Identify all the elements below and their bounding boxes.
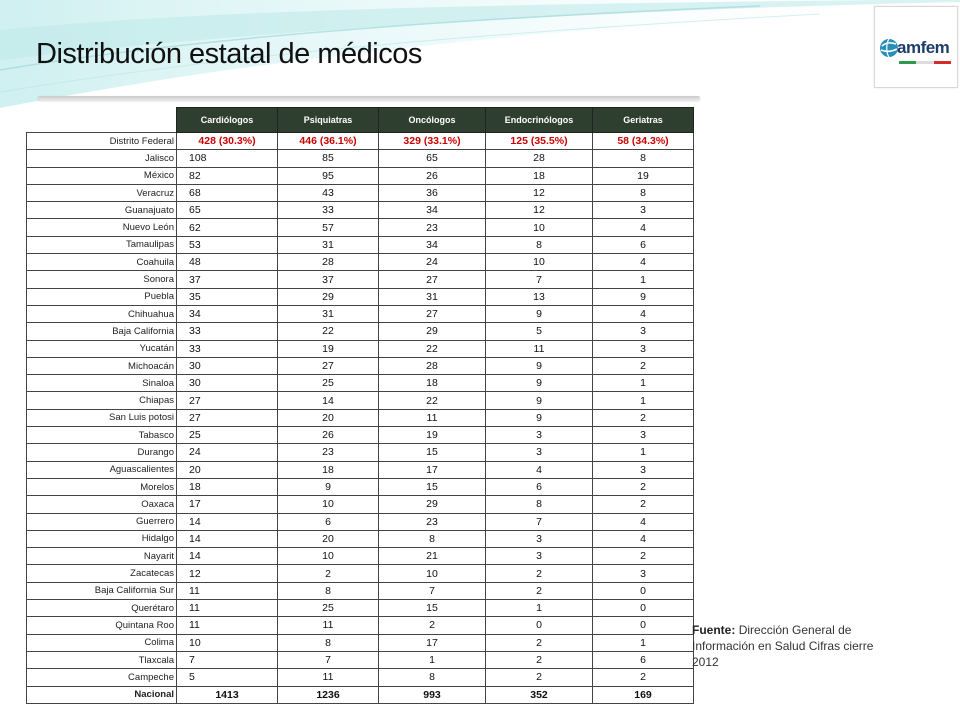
value-cell: 2	[486, 582, 593, 599]
value-cell: 28	[486, 150, 593, 167]
table-row	[27, 686, 694, 703]
value-cell: 31	[379, 288, 486, 305]
value-cell: 3	[486, 444, 593, 461]
value-cell: 3	[593, 427, 694, 444]
table-row	[27, 496, 694, 513]
header-blank-cell	[27, 108, 177, 133]
value-cell: 20	[278, 530, 379, 547]
value-cell: 58 (34.3%)	[593, 133, 694, 150]
state-name-cell: Chihuahua	[27, 305, 177, 322]
table-row	[27, 634, 694, 651]
value-cell: 8	[278, 634, 379, 651]
physicians-table	[26, 107, 694, 704]
value-cell: 3	[593, 340, 694, 357]
value-cell: 6	[486, 478, 593, 495]
state-name-cell: Nacional	[27, 686, 177, 703]
state-name-cell: Tabasco	[27, 427, 177, 444]
state-name-cell: Yucatán	[27, 340, 177, 357]
value-cell: 18	[486, 167, 593, 184]
page-title: Distribución estatal de médicos	[36, 38, 422, 70]
header-geriatras: Geriatras	[593, 108, 694, 133]
value-cell: 28	[278, 254, 379, 271]
value-cell: 53	[177, 236, 278, 253]
value-cell: 68	[177, 184, 278, 201]
header-oncologos: Oncólogos	[379, 108, 486, 133]
state-name-cell: Colima	[27, 634, 177, 651]
state-name-cell: Michoacán	[27, 357, 177, 374]
value-cell: 11	[177, 600, 278, 617]
value-cell: 8	[278, 582, 379, 599]
value-cell: 10	[278, 548, 379, 565]
value-cell: 37	[177, 271, 278, 288]
value-cell: 125 (35.5%)	[486, 133, 593, 150]
value-cell: 7	[379, 582, 486, 599]
value-cell: 1	[593, 375, 694, 392]
value-cell: 21	[379, 548, 486, 565]
table-header-row	[27, 108, 694, 133]
value-cell: 4	[593, 530, 694, 547]
value-cell: 7	[486, 513, 593, 530]
value-cell: 428 (30.3%)	[177, 133, 278, 150]
state-name-cell: Morelos	[27, 478, 177, 495]
table-row	[27, 288, 694, 305]
state-name-cell: Quintana Roo	[27, 617, 177, 634]
state-name-cell: Coahuila	[27, 254, 177, 271]
table-row	[27, 582, 694, 599]
value-cell: 31	[278, 236, 379, 253]
value-cell: 26	[379, 167, 486, 184]
table-row	[27, 669, 694, 686]
table-row	[27, 357, 694, 374]
amfem-logo	[874, 6, 958, 88]
value-cell: 17	[379, 461, 486, 478]
value-cell: 31	[278, 305, 379, 322]
state-name-cell: Baja California	[27, 323, 177, 340]
state-name-cell: Puebla	[27, 288, 177, 305]
state-name-cell: Nuevo León	[27, 219, 177, 236]
value-cell: 82	[177, 167, 278, 184]
value-cell: 8	[379, 669, 486, 686]
value-cell: 8	[593, 184, 694, 201]
value-cell: 7	[177, 651, 278, 668]
value-cell: 29	[379, 323, 486, 340]
value-cell: 2	[486, 651, 593, 668]
state-name-cell: Sonora	[27, 271, 177, 288]
value-cell: 8	[593, 150, 694, 167]
value-cell: 9	[486, 375, 593, 392]
value-cell: 1	[593, 392, 694, 409]
value-cell: 6	[278, 513, 379, 530]
state-name-cell: Chiapas	[27, 392, 177, 409]
value-cell: 25	[177, 427, 278, 444]
value-cell: 33	[278, 202, 379, 219]
logo-color-bars	[899, 61, 951, 64]
state-name-cell: Durango	[27, 444, 177, 461]
value-cell: 11	[486, 340, 593, 357]
value-cell: 23	[379, 219, 486, 236]
value-cell: 48	[177, 254, 278, 271]
state-name-cell: Tlaxcala	[27, 651, 177, 668]
value-cell: 8	[379, 530, 486, 547]
table-row	[27, 409, 694, 426]
value-cell: 1	[486, 600, 593, 617]
table-row	[27, 651, 694, 668]
value-cell: 3	[486, 427, 593, 444]
value-cell: 4	[593, 513, 694, 530]
table-row	[27, 219, 694, 236]
value-cell: 5	[177, 669, 278, 686]
value-cell: 26	[278, 427, 379, 444]
value-cell: 34	[379, 236, 486, 253]
table-row	[27, 530, 694, 547]
table-row	[27, 150, 694, 167]
value-cell: 4	[486, 461, 593, 478]
value-cell: 23	[379, 513, 486, 530]
state-name-cell: Hidalgo	[27, 530, 177, 547]
value-cell: 18	[278, 461, 379, 478]
value-cell: 14	[177, 530, 278, 547]
value-cell: 12	[177, 565, 278, 582]
table-row	[27, 167, 694, 184]
value-cell: 27	[379, 271, 486, 288]
value-cell: 10	[278, 496, 379, 513]
header-cardiologos: Cardiólogos	[177, 108, 278, 133]
value-cell: 27	[278, 357, 379, 374]
value-cell: 3	[486, 530, 593, 547]
source-label: Fuente:	[692, 623, 736, 637]
value-cell: 10	[177, 634, 278, 651]
value-cell: 29	[379, 496, 486, 513]
value-cell: 9	[486, 392, 593, 409]
value-cell: 0	[593, 600, 694, 617]
value-cell: 22	[278, 323, 379, 340]
value-cell: 6	[593, 236, 694, 253]
value-cell: 19	[278, 340, 379, 357]
value-cell: 36	[379, 184, 486, 201]
value-cell: 11	[278, 617, 379, 634]
value-cell: 0	[486, 617, 593, 634]
value-cell: 33	[177, 340, 278, 357]
value-cell: 24	[379, 254, 486, 271]
table-row	[27, 236, 694, 253]
value-cell: 446 (36.1%)	[278, 133, 379, 150]
value-cell: 20	[278, 409, 379, 426]
table-row	[27, 427, 694, 444]
value-cell: 15	[379, 444, 486, 461]
value-cell: 10	[379, 565, 486, 582]
value-cell: 65	[177, 202, 278, 219]
value-cell: 18	[177, 478, 278, 495]
value-cell: 43	[278, 184, 379, 201]
value-cell: 33	[177, 323, 278, 340]
value-cell: 2	[593, 548, 694, 565]
value-cell: 0	[593, 582, 694, 599]
title-underline	[38, 96, 700, 100]
value-cell: 3	[486, 548, 593, 565]
value-cell: 3	[593, 461, 694, 478]
table-row	[27, 478, 694, 495]
value-cell: 25	[278, 600, 379, 617]
value-cell: 17	[379, 634, 486, 651]
value-cell: 19	[379, 427, 486, 444]
value-cell: 4	[593, 219, 694, 236]
value-cell: 8	[486, 236, 593, 253]
value-cell: 3	[593, 202, 694, 219]
value-cell: 2	[486, 669, 593, 686]
state-name-cell: Veracruz	[27, 184, 177, 201]
table-row	[27, 513, 694, 530]
value-cell: 14	[278, 392, 379, 409]
value-cell: 4	[593, 305, 694, 322]
value-cell: 2	[278, 565, 379, 582]
table-row	[27, 340, 694, 357]
table-row	[27, 617, 694, 634]
value-cell: 28	[379, 357, 486, 374]
value-cell: 10	[486, 219, 593, 236]
value-cell: 27	[379, 305, 486, 322]
source-text: Dirección General de Información en Salud Cifras cierre 2012	[692, 623, 874, 669]
value-cell: 7	[486, 271, 593, 288]
value-cell: 1	[379, 651, 486, 668]
value-cell: 7	[278, 651, 379, 668]
value-cell: 6	[593, 651, 694, 668]
value-cell: 12	[486, 184, 593, 201]
value-cell: 9	[486, 305, 593, 322]
value-cell: 12	[486, 202, 593, 219]
source-note	[692, 622, 892, 670]
value-cell: 34	[177, 305, 278, 322]
value-cell: 2	[486, 634, 593, 651]
value-cell: 27	[177, 392, 278, 409]
value-cell: 1413	[177, 686, 278, 703]
state-name-cell: Aguascalientes	[27, 461, 177, 478]
value-cell: 62	[177, 219, 278, 236]
value-cell: 3	[593, 565, 694, 582]
state-name-cell: Sinaloa	[27, 375, 177, 392]
value-cell: 1236	[278, 686, 379, 703]
value-cell: 2	[593, 357, 694, 374]
state-name-cell: Querétaro	[27, 600, 177, 617]
table-row	[27, 323, 694, 340]
value-cell: 1	[593, 444, 694, 461]
value-cell: 2	[593, 409, 694, 426]
value-cell: 4	[593, 254, 694, 271]
table-row	[27, 254, 694, 271]
value-cell: 1	[593, 271, 694, 288]
table-row	[27, 461, 694, 478]
value-cell: 25	[278, 375, 379, 392]
value-cell: 5	[486, 323, 593, 340]
state-name-cell: Zacatecas	[27, 565, 177, 582]
table-row	[27, 271, 694, 288]
value-cell: 15	[379, 478, 486, 495]
value-cell: 20	[177, 461, 278, 478]
header-psiquiatras: Psiquiatras	[278, 108, 379, 133]
value-cell: 19	[593, 167, 694, 184]
state-name-cell: Tamaulipas	[27, 236, 177, 253]
value-cell: 2	[593, 496, 694, 513]
value-cell: 2	[593, 478, 694, 495]
table-row	[27, 565, 694, 582]
value-cell: 23	[278, 444, 379, 461]
table-row	[27, 375, 694, 392]
value-cell: 95	[278, 167, 379, 184]
table-row	[27, 133, 694, 150]
value-cell: 2	[486, 565, 593, 582]
value-cell: 352	[486, 686, 593, 703]
value-cell: 11	[278, 669, 379, 686]
value-cell: 11	[177, 582, 278, 599]
table-row	[27, 444, 694, 461]
state-name-cell: Guerrero	[27, 513, 177, 530]
logo-text: amfem	[897, 38, 950, 57]
table-row	[27, 305, 694, 322]
value-cell: 108	[177, 150, 278, 167]
table-row	[27, 202, 694, 219]
value-cell: 30	[177, 375, 278, 392]
value-cell: 65	[379, 150, 486, 167]
value-cell: 34	[379, 202, 486, 219]
state-name-cell: Distrito Federal	[27, 133, 177, 150]
state-name-cell: Nayarit	[27, 548, 177, 565]
value-cell: 22	[379, 340, 486, 357]
value-cell: 9	[593, 288, 694, 305]
value-cell: 35	[177, 288, 278, 305]
value-cell: 22	[379, 392, 486, 409]
state-name-cell: Oaxaca	[27, 496, 177, 513]
value-cell: 993	[379, 686, 486, 703]
header-endocrinologos: Endocrinólogos	[486, 108, 593, 133]
value-cell: 329 (33.1%)	[379, 133, 486, 150]
value-cell: 11	[379, 409, 486, 426]
value-cell: 9	[278, 478, 379, 495]
value-cell: 169	[593, 686, 694, 703]
value-cell: 14	[177, 548, 278, 565]
state-name-cell: Guanajuato	[27, 202, 177, 219]
value-cell: 0	[593, 617, 694, 634]
table-row	[27, 392, 694, 409]
value-cell: 27	[177, 409, 278, 426]
table-row	[27, 548, 694, 565]
value-cell: 11	[177, 617, 278, 634]
value-cell: 2	[593, 669, 694, 686]
value-cell: 9	[486, 357, 593, 374]
value-cell: 8	[486, 496, 593, 513]
table-row	[27, 600, 694, 617]
value-cell: 57	[278, 219, 379, 236]
value-cell: 13	[486, 288, 593, 305]
value-cell: 17	[177, 496, 278, 513]
value-cell: 2	[379, 617, 486, 634]
state-name-cell: Baja California Sur	[27, 582, 177, 599]
value-cell: 10	[486, 254, 593, 271]
table-row	[27, 184, 694, 201]
value-cell: 85	[278, 150, 379, 167]
state-name-cell: Campeche	[27, 669, 177, 686]
value-cell: 9	[486, 409, 593, 426]
value-cell: 24	[177, 444, 278, 461]
value-cell: 18	[379, 375, 486, 392]
value-cell: 1	[593, 634, 694, 651]
value-cell: 29	[278, 288, 379, 305]
state-name-cell: San Luis potosi	[27, 409, 177, 426]
value-cell: 30	[177, 357, 278, 374]
value-cell: 3	[593, 323, 694, 340]
value-cell: 14	[177, 513, 278, 530]
state-name-cell: Jalisco	[27, 150, 177, 167]
value-cell: 37	[278, 271, 379, 288]
value-cell: 15	[379, 600, 486, 617]
state-name-cell: México	[27, 167, 177, 184]
